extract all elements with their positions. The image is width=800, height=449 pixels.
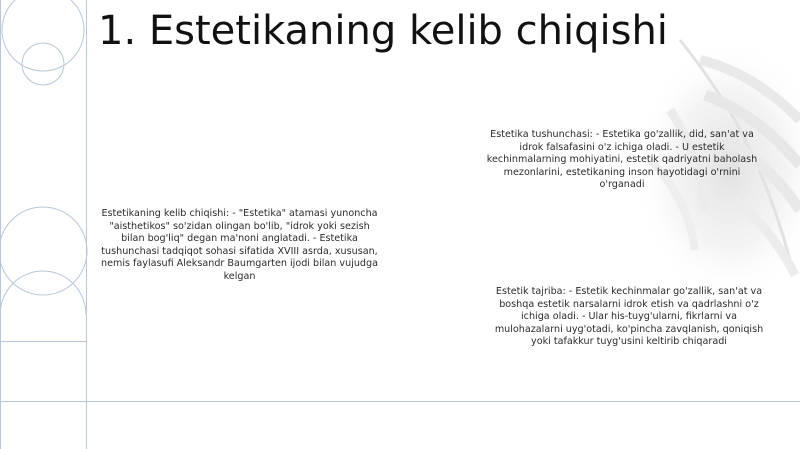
- slide-title: 1. Estetikaning kelib chiqishi: [98, 8, 668, 54]
- origin-text-block: Estetikaning kelib chiqishi: - "Estetika" atamasi yunoncha "aisthetikos" so'zidan olingan bo'lib, "idrok yoki sezish bilan bog'liq" degan ma'noni anglatadi. - Estetika tushunchasi tadqiqot sohasi sifatida XVIII asrda, xususan, nemis faylasufi Aleksandr Baumgarten ijodi bilan vujudga kelgan: [100, 208, 378, 282]
- experience-text-block: Estetik tajriba: - Estetik kechinmalar go'zallik, san'at va boshqa estetik narsalarni idrok etish va qadrlashni o'z ichiga oladi. - Ular his-tuyg'ularni, fikrlarni va mulohazalarni uyg'otadi, ko'pincha zavqlanish, qoniqish yoki tafakkur tuyg'usini keltirib chiqaradi: [494, 286, 764, 348]
- concept-text-block: Estetika tushunchasi: - Estetika go'zallik, did, san'at va idrok falsafasini o'z ichiga oladi. - U estetik kechinmalarning mohiyatini, estetik qadriyatni baholash mezonlarini, estetikaning inson hayotidagi o'rnini o'rganadi: [486, 129, 758, 191]
